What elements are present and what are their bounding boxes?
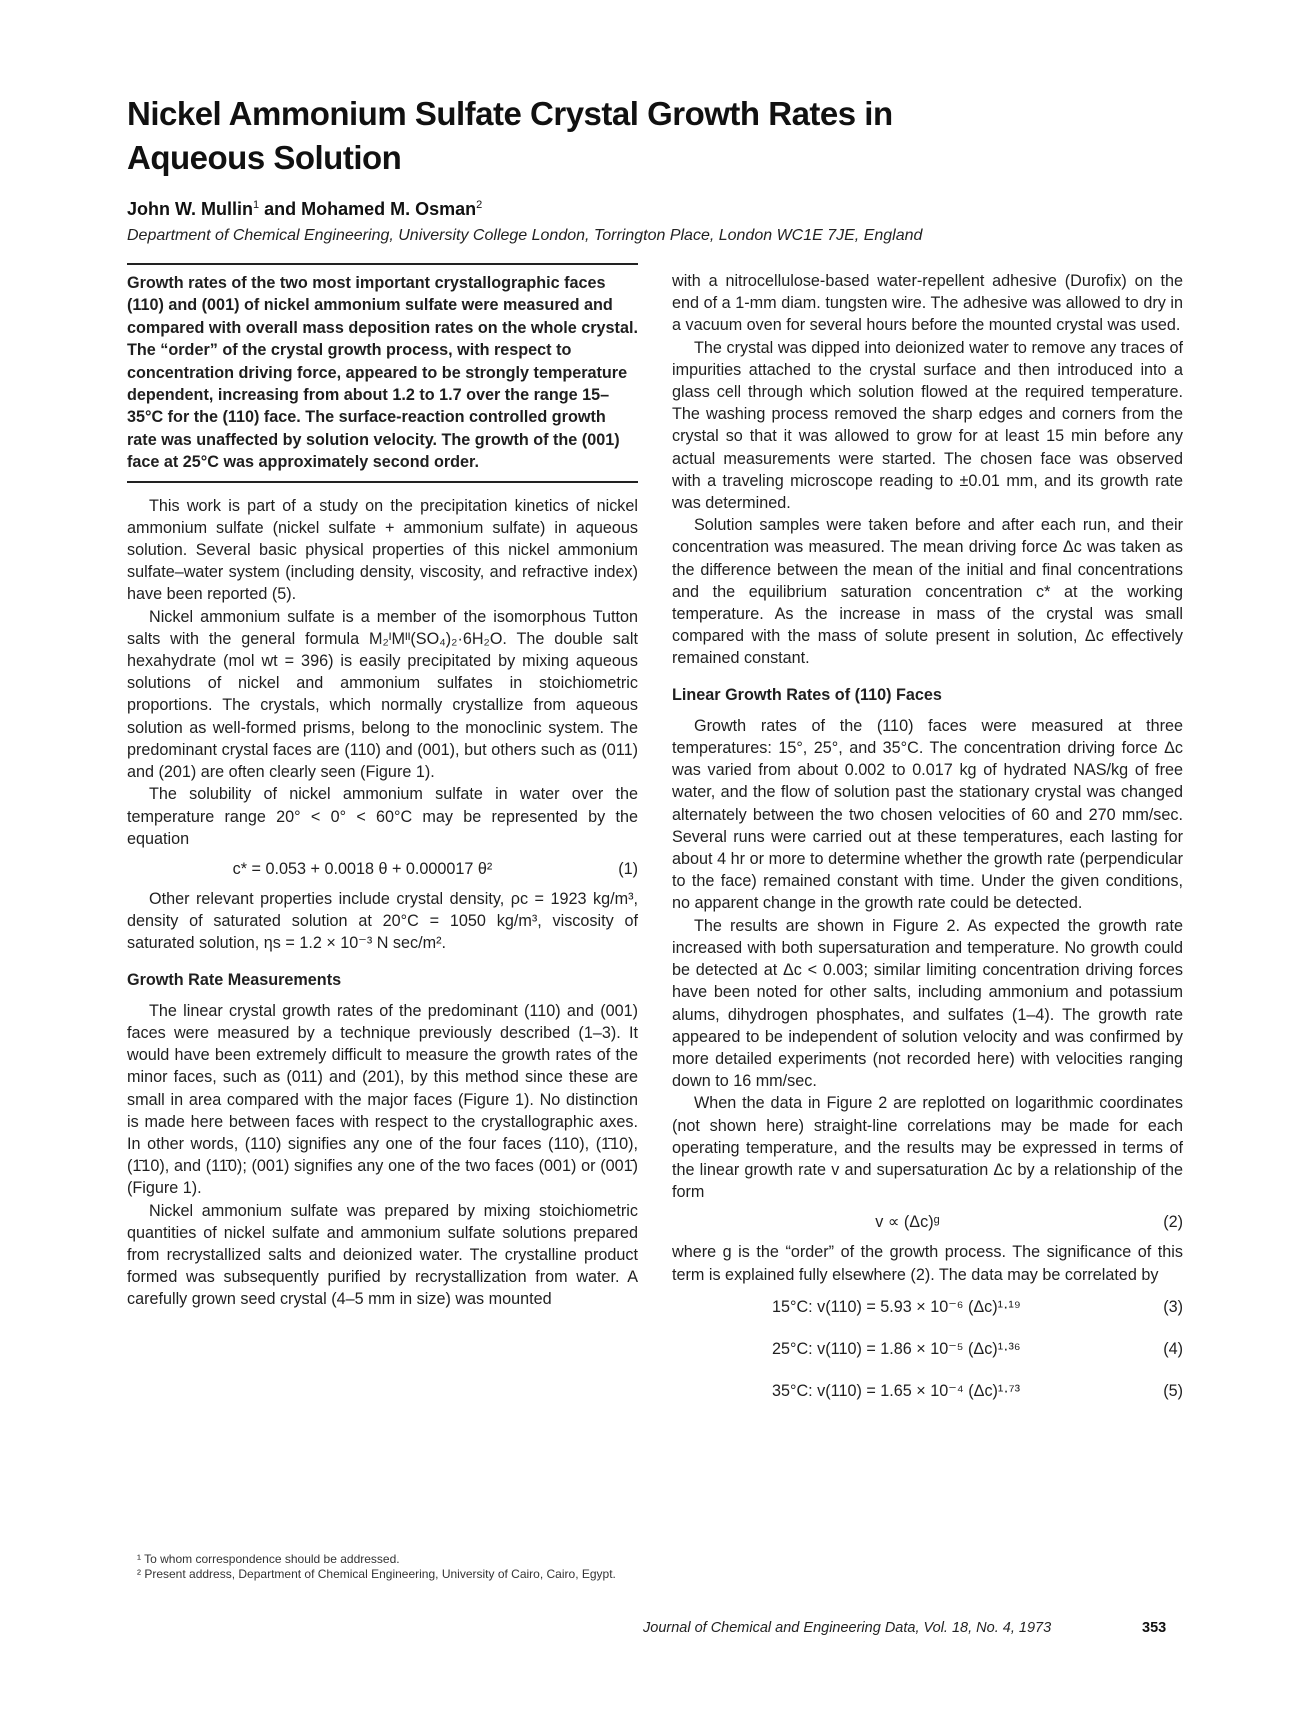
footnote: ² Present address, Department of Chemical Engineering, University of Cairo, Cairo, Egypt.: [137, 1567, 616, 1581]
body-paragraph: When the data in Figure 2 are replotted on logarithmic coordinates (not shown here) straight-line correlations may be made for each operating temperature, and the results may be expressed in terms of the linear growth rate v and supersaturation Δc by a relationship of the form: [672, 1094, 1183, 1202]
equation-number: (1): [618, 859, 638, 878]
equation-expression: 15°C: v(110) = 5.93 × 10⁻⁶ (Δc)¹·¹⁹: [772, 1297, 1021, 1316]
section-heading: Growth Rate Measurements: [127, 970, 342, 989]
body-paragraph: The crystal was dipped into deionized water to remove any traces of impurities attached to the crystal surface and then introduced into a glass cell through which solution flowed at the required temperature. The washing process removed the sharp edges and corners from the crystal so that it was allowed to grow for at least 15 min before any actual measurements were started. The chosen face was observed with a traveling microscope reading to ±0.01 mm, and its growth rate was determined.: [672, 338, 1183, 513]
equation-expression: 35°C: v(110) = 1.65 × 10⁻⁴ (Δc)¹·⁷³: [772, 1381, 1020, 1400]
author-1: John W. Mullin: [127, 199, 253, 219]
body-paragraph: Growth rates of the (110) faces were measured at three temperatures: 15°, 25°, and 35°C. The concentration driving force Δc was varied from about 0.002 to 0.017 kg of hydrated NAS/kg of free water, and the flow of solution past the stationary crystal was changed alternately between the two chosen velocities of 60 and 270 mm/sec. Several runs were carried out at these temperatures, each lasting for about 4 hr or more to determine whether the growth rate (perpendicular to the face) remained constant with time. Under the given conditions, no apparent change in the growth rate could be detected.: [672, 716, 1183, 913]
equation-expression: c* = 0.053 + 0.0018 θ + 0.000017 θ²: [232, 859, 493, 878]
equation-4: [672, 1338, 1183, 1360]
equation-group: [672, 1296, 1183, 1402]
equation-number: (2): [1163, 1213, 1183, 1232]
abstract: Growth rates of the two most important crystallographic faces (110) and (001) of nickel ammonium sulfate were measured and compared with overall mass deposition rates on the whole crystal. The “order” of the crystal growth process, with respect to concentration driving force, appeared to be strongly temperature dependent, increasing from about 1.2 to 1.7 over the range 15–35°C for the (110) face. The surface-reaction controlled growth rate was unaffected by solution velocity. The growth of the (001) face at 25°C was approximately second order.: [127, 274, 638, 472]
body-paragraph: The results are shown in Figure 2. As expected the growth rate increased with both supersaturation and temperature. No growth could be detected at Δc < 0.003; similar limiting concentration driving forces have been noted for other salts, including ammonium and potassium alums, dihydrogen phosphates, and sulfates (1–4). The growth rate appeared to be independent of solution velocity and was confirmed by more detailed experiments (not recorded here) with velocities ranging down to 16 mm/sec.: [672, 916, 1183, 1091]
author-line: [127, 199, 482, 220]
body-paragraph: The solubility of nickel ammonium sulfate in water over the temperature range 20° < 0° < 60°C may be represented by the equation: [127, 785, 638, 848]
equation-number: (4): [1163, 1339, 1183, 1358]
equation-5: [672, 1380, 1183, 1402]
equation-1: [127, 858, 638, 880]
body-paragraph: Nickel ammonium sulfate was prepared by mixing stoichiometric quantities of nickel sulfate and ammonium sulfate solutions prepared from recrystallized salts and deionized water. The crystalline product formed was subsequently purified by recrystallization from water. A carefully grown seed crystal (4–5 mm in size) was mounted: [127, 1201, 638, 1309]
footnotes: [127, 1552, 638, 1582]
author-2-footnote-mark: 2: [476, 199, 483, 211]
equation-expression: v ∝ (Δc)ᵍ: [875, 1213, 940, 1232]
abstract-top-rule: [127, 263, 638, 265]
body-paragraph: Solution samples were taken before and after each run, and their concentration was measured. The mean driving force Δc was taken as the difference between the mean of the initial and final concentrations and the equilibrium saturation concentration c* at the working temperature. As the increase in mass of the crystal was small compared with the mass of solute present in solution, Δc effectively remained constant.: [672, 516, 1183, 668]
author-conjunction: and: [259, 199, 302, 219]
section-heading: Linear Growth Rates of (110) Faces: [672, 685, 942, 704]
equation-number: (5): [1163, 1381, 1183, 1400]
left-column: [127, 263, 638, 1311]
equation-expression: 25°C: v(110) = 1.86 × 10⁻⁵ (Δc)¹·³⁶: [772, 1339, 1021, 1358]
author-1-footnote-mark: 1: [252, 199, 260, 211]
body-paragraph: Other relevant properties include crystal density, ρc = 1923 kg/m³, density of saturated solution at 20°C = 1050 kg/m³, viscosity of saturated solution, ηs = 1.2 × 10⁻³ N sec/m².: [127, 889, 638, 953]
journal-citation: Journal of Chemical and Engineering Data, Vol. 18, No. 4, 1973: [643, 1620, 1052, 1636]
equation-2: [672, 1211, 1183, 1233]
equation-3: [672, 1296, 1183, 1318]
paper-title: Nickel Ammonium Sulfate Crystal Growth Rates in Aqueous Solution: [127, 95, 893, 176]
body-paragraph: where g is the “order” of the growth process. The significance of this term is explained fully elsewhere (2). The data may be correlated by: [672, 1243, 1183, 1284]
page-number: 353: [1142, 1620, 1167, 1636]
equation-number: (3): [1163, 1297, 1183, 1316]
body-paragraph: Nickel ammonium sulfate is a member of the isomorphous Tutton salts with the general formula M₂ᴵMᴵᴵ(SO₄)₂·6H₂O. The double salt hexahydrate (mol wt = 396) is easily precipitated by mixing aqueous solutions of nickel and ammonium sulfates in stoichiometric proportions. The crystals, which normally crystallize from aqueous solution as well-formed prisms, belong to the monoclinic system. The predominant crystal faces are (110) and (001), but others such as (011) and (201) are often clearly seen (Figure 1).: [127, 607, 638, 782]
author-2: Mohamed M. Osman: [301, 199, 477, 219]
body-paragraph: This work is part of a study on the precipitation kinetics of nickel ammonium sulfate (nickel sulfate + ammonium sulfate) in aqueous solution. Several basic physical properties of this nickel ammonium sulfate–water system (including density, viscosity, and refractive index) have been reported (5).: [127, 496, 638, 604]
right-column: [672, 270, 1183, 1422]
affiliation: Department of Chemical Engineering, University College London, Torrington Place, London WC1E 7JE, England: [127, 227, 923, 244]
body-paragraph: with a nitrocellulose-based water-repellent adhesive (Durofix) on the end of a 1-mm diam. tungsten wire. The adhesive was allowed to dry in a vacuum oven for several hours before the mounted crystal was used.: [672, 272, 1183, 335]
body-paragraph: The linear crystal growth rates of the predominant (110) and (001) faces were measured by a technique previously described (1–3). It would have been extremely difficult to measure the growth rates of the minor faces, such as (011) and (201), by this method since these are small in area compared with the major faces (Figure 1). No distinction is made here between faces with respect to the crystallographic axes. In other words, (110) signifies any one of the four faces (110), (1̄10), (1̄10), and (11̄0); (001) signifies any one of the two faces (001) or (001̄) (Figure 1).: [127, 1001, 638, 1198]
footnote: ¹ To whom correspondence should be addressed.: [137, 1552, 400, 1566]
